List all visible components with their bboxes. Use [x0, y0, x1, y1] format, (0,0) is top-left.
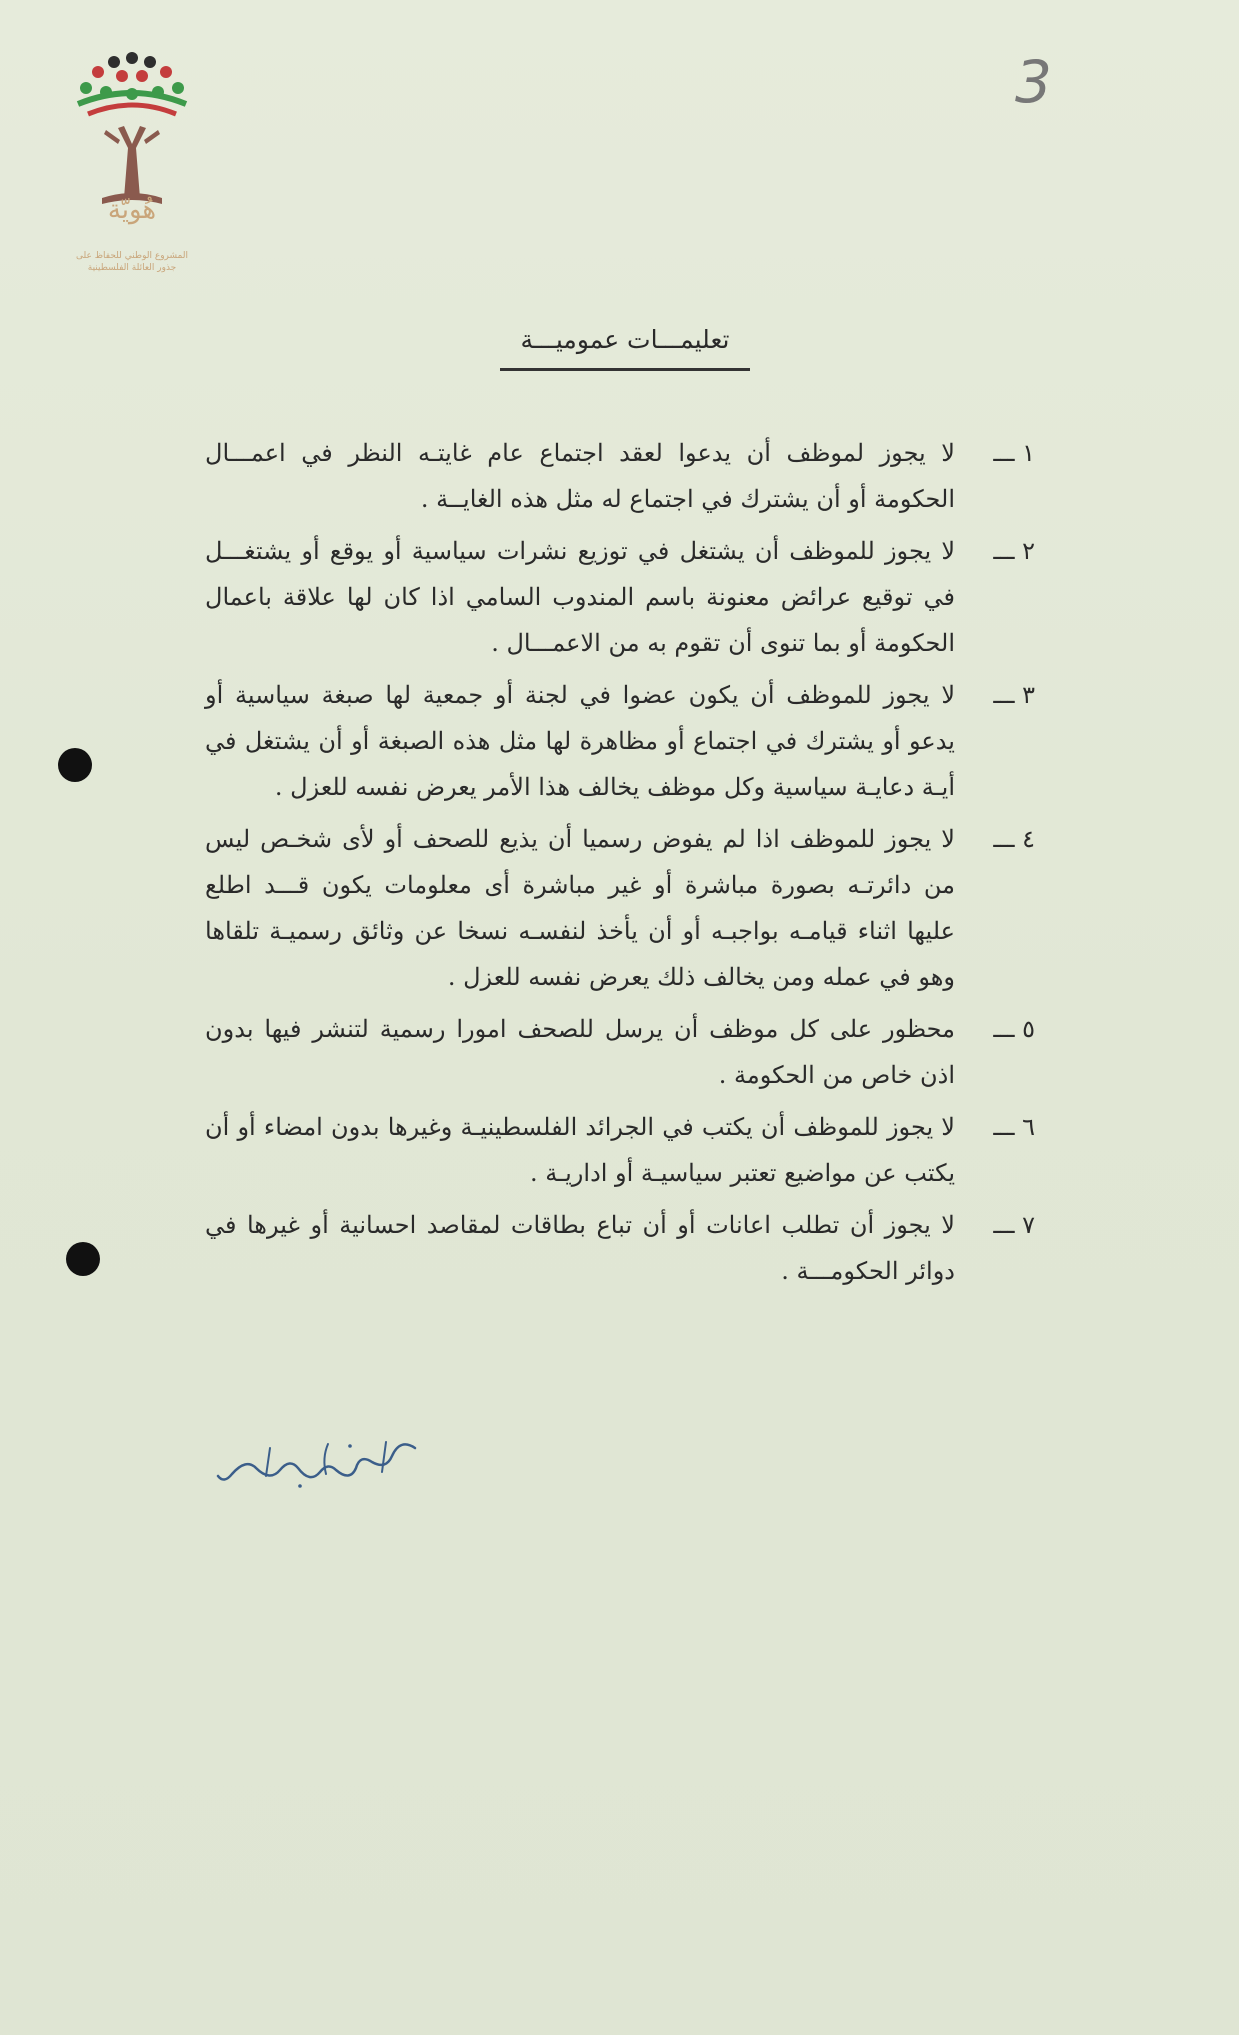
punch-hole — [66, 1242, 100, 1276]
item-number: ٢ ـــ — [993, 537, 1035, 565]
item-text: لا يجوز للموظف أن يكون عضوا في لجنة أو جمعية لها صبغة سياسية أو يدعو أو يشترك في اجتماع أو مظاهرة لها مثل هذه الصبغة أو أن يشتغل في أيـة دعايـة سياسية وكل موظف يخالف هذا الأمر يعرض نفسه للعزل . — [205, 681, 955, 801]
item-number: ١ ـــ — [993, 439, 1035, 467]
logo-tagline — [62, 250, 202, 274]
item-number: ٤ ـــ — [993, 825, 1035, 853]
logo-wordmark: هُويّة — [107, 195, 157, 225]
document-title: تعليمـــات عموميـــة — [500, 325, 750, 371]
item-text: لا يجوز للموظف أن يشتغل في توزيع نشرات سياسية أو يوقع أو يشتغـــل في توقيع عرائض معنونة باسم المندوب السامي اذا كان لها علاقة باعمال الحكومة أو بما تنوى أن تقوم به من الاعمـــال . — [205, 537, 955, 657]
list-item — [205, 1104, 1035, 1196]
logo-trunk — [102, 126, 162, 204]
logo-tagline-line-1: المشروع الوطني للحفاظ على — [75, 251, 188, 261]
list-item — [205, 672, 1035, 810]
item-text: لا يجوز لموظف أن يدعوا لعقد اجتماع عام غايتـه النظر في اعمـــال الحكومة أو أن يشترك في اجتماع له مثل هذه الغايــة . — [205, 439, 955, 513]
item-text: لا يجوز للموظف اذا لم يفوض رسميا أن يذيع للصحف أو لأى شخـص ليس من دائرتـه بصورة مباشرة أو غير مباشرة أى معلومات يكون قـــد اطلع عليها اثناء قيامـه بواجبـه أو أن يأخذ لنفسـه نسخا عن وثائق رسميـة تلقاها وهو في عمله ومن يخالف ذلك يعرض نفسه للعزل . — [205, 825, 955, 991]
handwritten-signature — [210, 1428, 430, 1498]
item-text: لا يجوز للموظف أن يكتب في الجرائد الفلسطينيـة وغيرها بدون امضاء أو أن يكتب عن مواضيع تعتبر سياسيـة أو اداريـة . — [205, 1113, 955, 1187]
item-text: لا يجوز أن تطلب اعانات أو أن تباع بطاقات لمقاصد احسانية أو غيرها في دوائر الحكومـــة . — [205, 1211, 955, 1285]
list-item — [205, 1006, 1035, 1098]
item-number: ٧ ـــ — [993, 1211, 1035, 1239]
list-item — [205, 816, 1035, 1000]
punch-hole — [58, 748, 92, 782]
logo-people — [78, 52, 186, 114]
item-text: محظور على كل موظف أن يرسل للصحف امورا رسمية لتنشر فيها بدون اذن خاص من الحكومة . — [205, 1015, 956, 1089]
item-number: ٦ ـــ — [993, 1113, 1035, 1141]
list-item — [205, 1202, 1035, 1294]
list-item — [205, 430, 1035, 522]
page-number: 3 — [1015, 48, 1052, 116]
item-number: ٣ ـــ — [993, 681, 1035, 709]
item-number: ٥ ـــ — [993, 1015, 1035, 1043]
instructions-list — [205, 430, 1035, 1300]
list-item — [205, 528, 1035, 666]
logo-tagline-line-2: جذور العائلة الفلسطينية — [87, 263, 177, 273]
